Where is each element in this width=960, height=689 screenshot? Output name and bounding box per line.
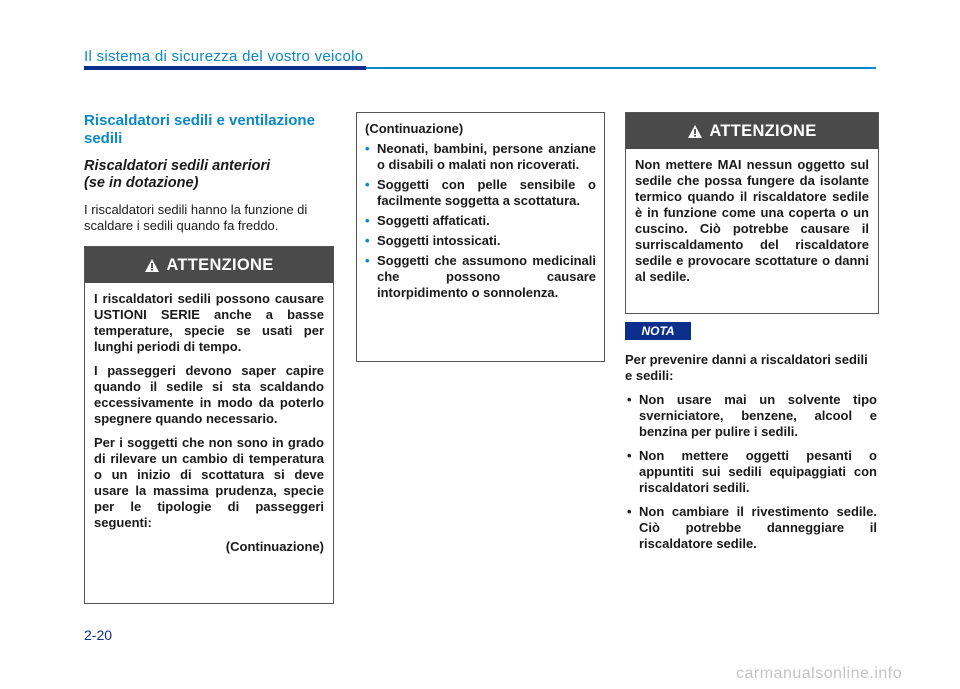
continued-label: (Continuazione) [225, 539, 324, 554]
header-rule-light [366, 67, 876, 69]
list-item: • Non usare mai un solvente tipo sverniciatore, benzene, alcool e benzina per pulire i sedili. [625, 392, 877, 440]
section-header-title: Il sistema di sicurezza del vostro veicolo [84, 48, 364, 65]
nota-list [625, 392, 877, 552]
nota-intro: Per prevenire danni a riscaldatori sedili e sedili: [625, 352, 868, 383]
subsection-title-line1: Riscaldatori sedili anteriori [84, 158, 271, 174]
warning-body-2 [626, 149, 878, 295]
warning-header-2 [626, 113, 878, 149]
header-rule-dark [84, 66, 366, 70]
warning-paragraph: Per i soggetti che non sono in grado di rilevare un cambio di temperatura o un inizio di scottatura si deve usare la massima prudenza, specie per le tipologie di passeggeri seguenti: [94, 435, 324, 530]
warning-body-1 [85, 283, 333, 565]
column-intro [84, 112, 332, 234]
nota-section [625, 352, 877, 560]
list-item: • Soggetti affaticati. [365, 213, 596, 229]
watermark: carmanualsonline.info [736, 665, 903, 682]
list-item: • Non mettere oggetti pesanti o appuntiti sui sedili equipaggiati con riscaldatori sedili. [625, 448, 877, 496]
warning-paragraph: I passeggeri devono saper capire quando il sedile si sta scaldando eccessivamente in modo da poterlo spegnere quando necessario. [94, 363, 324, 426]
warning-box-continued [356, 112, 605, 362]
warning-box-1 [84, 246, 334, 604]
continued-header: (Continuazione) [365, 121, 464, 136]
warning-paragraph: Non mettere MAI nessun oggetto sul sedile che possa fungere da isolante termico quando il riscaldatore sedile è in funzione come una coperta o un cuscino. Ciò potrebbe causare il surriscaldamento del riscaldatore sedile e provocare scottature o danni al sedile. [635, 157, 869, 284]
list-item: • Soggetti con pelle sensibile o facilmente soggetta a scottatura. [365, 177, 596, 209]
list-item: • Soggetti che assumono medicinali che possono causare intorpidimento o sonnolenza. [365, 253, 596, 301]
intro-paragraph: I riscaldatori sedili hanno la funzione di scaldare i sedili quando fa freddo. [84, 202, 308, 233]
subsection-title [84, 158, 332, 192]
warning-header-1 [85, 247, 333, 283]
page-number: 2-20 [84, 627, 113, 643]
section-title: Riscaldatori sedili e ventilazione sedili [84, 112, 315, 147]
warning-box-2 [625, 112, 879, 314]
list-item: • Neonati, bambini, persone anziane o disabili o malati non ricoverati. [365, 141, 596, 173]
list-item: • Non cambiare il rivestimento sedile. Ciò potrebbe danneggiare il riscaldatore sedile. [625, 504, 877, 552]
list-item: • Soggetti intossicati. [365, 233, 596, 249]
at-risk-list [365, 141, 596, 301]
warning-triangle-icon [144, 258, 160, 273]
warning-triangle-icon [687, 124, 703, 139]
warning-paragraph: I riscaldatori sedili possono causare USTIONI SERIE anche a basse temperature, specie se usati per lunghi periodi di tempo. [94, 291, 324, 354]
warning-label-2: ATTENZIONE [709, 121, 817, 140]
warning-label-1: ATTENZIONE [166, 255, 274, 274]
subsection-title-line2: (se in dotazione) [84, 175, 199, 191]
nota-badge: NOTA [625, 322, 691, 340]
